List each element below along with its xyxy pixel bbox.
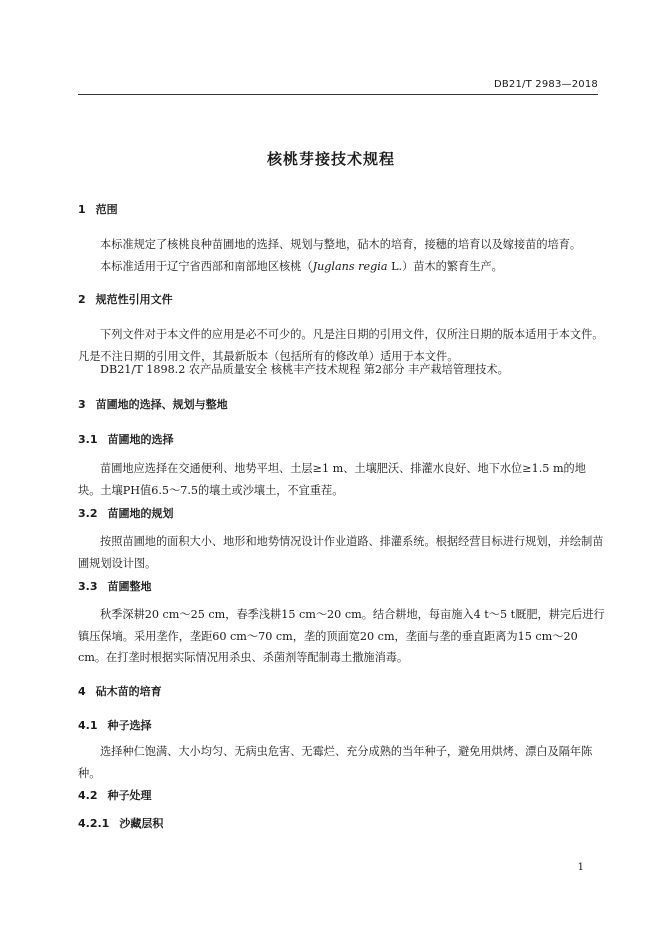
nursery-soil-prep-paragraph: 秋季深耕20 cm～25 cm，春季浅耕15 cm～20 cm。结合耕地，每亩施入4 t～5 t厩肥，耕完后进行镇压保墒。采用垄作，垄距60 cm～70 cm，垄的顶面宽20 cm，垄面与垄的垂直距离为15 cm～20 cm。在打垄时根据实际情况用杀虫、杀菌剂等配制毒土撒施消毒。 [78, 608, 605, 664]
document-title: 核桃芽接技术规程 [266, 150, 395, 168]
section-4-heading [78, 683, 162, 699]
section-1-heading [78, 201, 118, 217]
section-number: 3.2 [78, 507, 98, 520]
section-number: 3.1 [78, 433, 98, 446]
scope-paragraph-1: 本标准规定了核桃良种苗圃地的选择、规划与整地，砧木的培育，接穗的培育以及嫁接苗的培育。 [100, 238, 582, 251]
header-divider [78, 94, 598, 95]
section-3-heading [78, 396, 228, 412]
standard-code: DB21/T 2983—2018 [493, 79, 598, 90]
section-title: 沙藏层积 [119, 817, 164, 830]
section-title: 苗圃地的选择 [107, 433, 174, 446]
section-number: 2 [78, 293, 86, 306]
section-title: 苗圃地的选择、规划与整地 [95, 398, 228, 411]
seed-selection-paragraph: 选择种仁饱满、大小均匀、无病虫危害、无霉烂、充分成熟的当年种子，避免用烘烤、漂白及隔年陈种。 [78, 745, 593, 780]
section-3-1-heading [78, 431, 174, 447]
section-title: 种子处理 [107, 789, 152, 802]
section-3-2-heading [78, 505, 174, 521]
section-number: 3 [78, 398, 86, 411]
latin-name: Juglans regia [312, 260, 388, 273]
section-number: 4 [78, 685, 86, 698]
section-number: 4.1 [78, 719, 98, 732]
scope-paragraph-2 [78, 256, 606, 278]
section-4-1-heading [78, 717, 152, 733]
section-number: 4.2.1 [78, 817, 110, 830]
page-number: 1 [577, 862, 584, 873]
references-paragraph-1: 下列文件对于本文件的应用是必不可少的。凡是注日期的引用文件，仅所注日期的版本适用于本文件。凡是不注日期的引用文件，其最新版本（包括所有的修改单）适用于本文件。 [78, 328, 604, 363]
section-title: 砧木苗的培育 [95, 685, 162, 698]
nursery-planning-paragraph: 按照苗圃地的面积大小、地形和地势情况设计作业道路、排灌系统。根据经营目标进行规划，并绘制苗圃规划设计图。 [78, 535, 604, 570]
section-4-2-heading [78, 787, 152, 803]
section-number: 1 [78, 203, 86, 216]
section-4-2-1-heading [78, 815, 163, 831]
section-2-heading [78, 291, 173, 307]
section-number: 3.3 [78, 580, 98, 593]
scope-text-a: 本标准适用于辽宁省西部和南部地区核桃（ [100, 260, 313, 273]
references-paragraph-2: DB21/T 1898.2 农产品质量安全 核桃丰产技术规程 第2部分 丰产栽培管理技术。 [100, 363, 509, 376]
section-title: 苗圃地的规划 [107, 507, 174, 520]
section-number: 4.2 [78, 789, 98, 802]
section-3-3-heading [78, 578, 152, 594]
nursery-selection-paragraph: 苗圃地应选择在交通便利、地势平坦、土层≥1 m、土壤肥沃、排灌水良好、地下水位≥1.5 m的地块。土壤PH值6.5～7.5的壤土或沙壤土，不宜重茬。 [78, 462, 586, 497]
section-title: 种子选择 [107, 719, 152, 732]
section-title: 范围 [95, 203, 118, 216]
scope-text-b: L.）苗木的繁育生产。 [387, 260, 503, 273]
section-title: 苗圃整地 [107, 580, 152, 593]
section-title: 规范性引用文件 [95, 293, 173, 306]
